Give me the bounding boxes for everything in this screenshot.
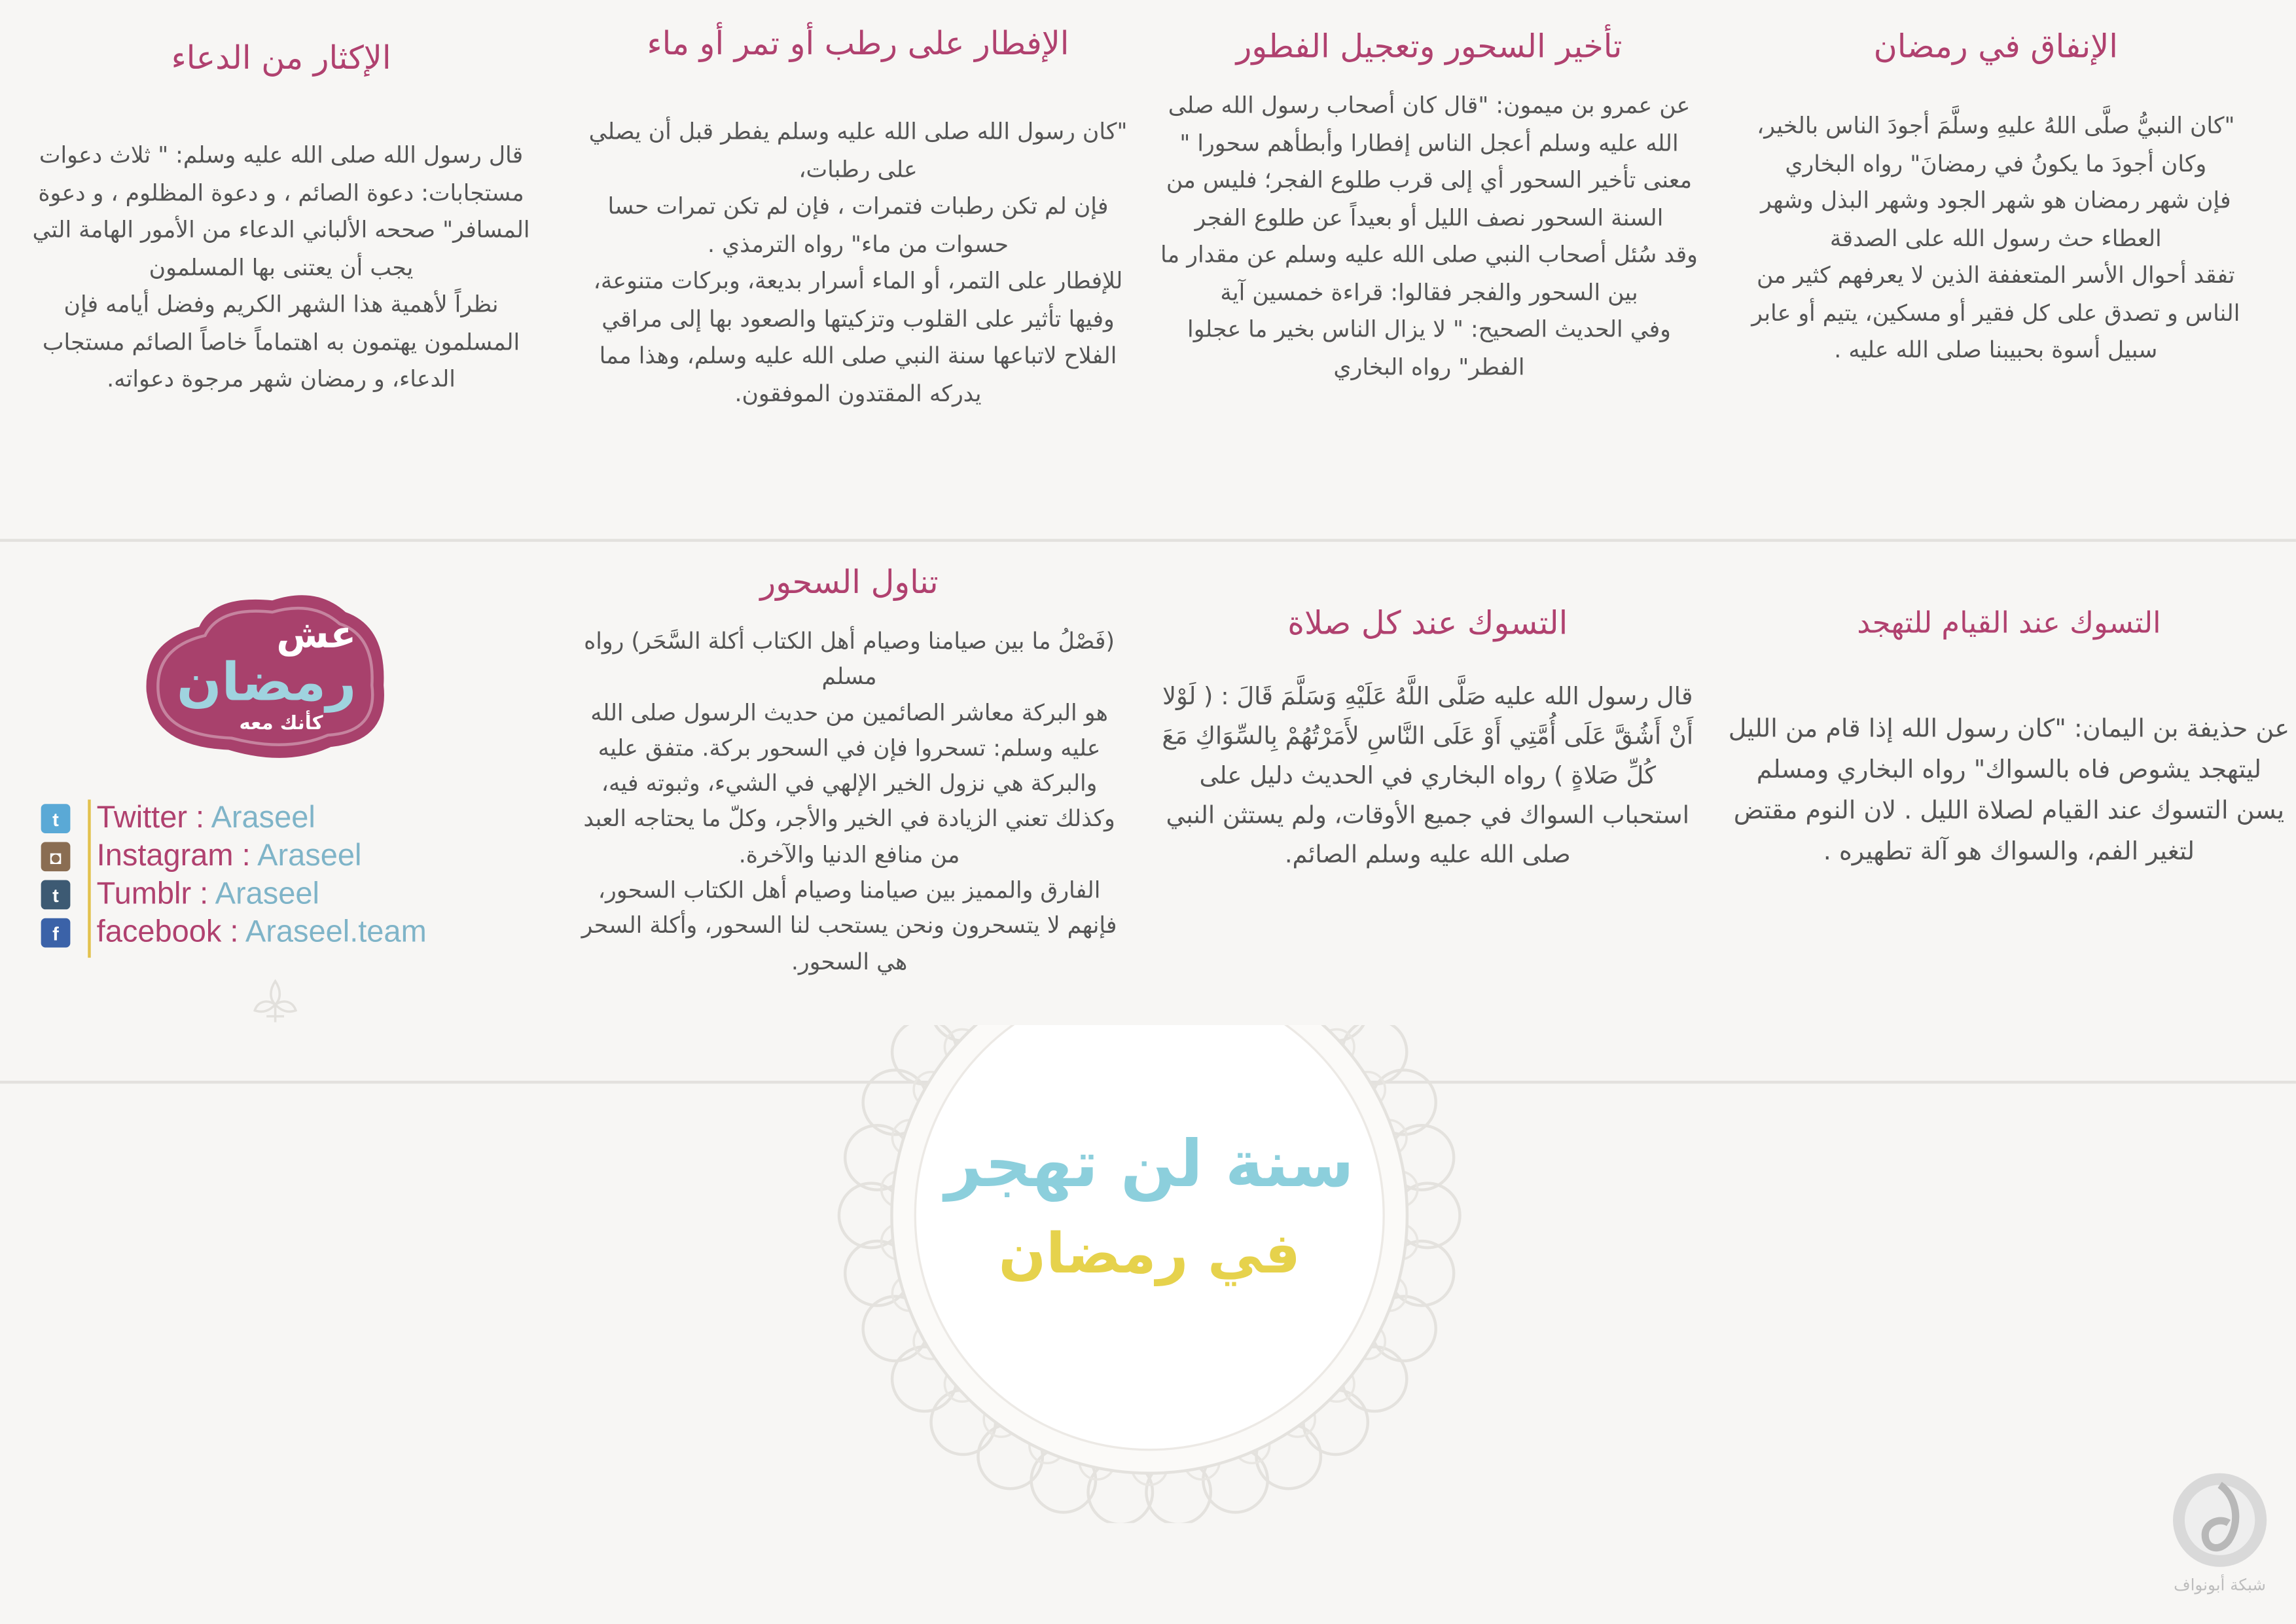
logo-line1: عش <box>276 611 357 657</box>
social-label <box>97 915 427 950</box>
social-label <box>97 801 315 837</box>
section-paragraph: وقد سُئل أصحاب النبي صلى الله عليه وسلم عن مقدار ما بين السحور والفجر فقالوا: قراءة خمسين آية <box>1160 242 1698 306</box>
section-paragraph: عن عمرو بن ميمون: "قال كان أصحاب رسول الله صلى الله عليه وسلم أعجل الناس إفطارا وأبطأهم سحورا " <box>1168 92 1691 156</box>
divider <box>0 539 2296 541</box>
section-paragraph: فإن شهر رمضان هو شهر الجود وشهر البذل وشهر العطاء حث رسول الله على الصدقة <box>1760 187 2231 251</box>
social-network-name: facebook : <box>96 915 245 949</box>
section-paragraph: وفي الحديث الصحيح: " لا يزال الناس بخير ما عجلوا الفطر" رواه البخاري <box>1187 316 1671 380</box>
main-subtitle: في رمضان <box>998 1221 1300 1286</box>
instagram-icon: ◘ <box>41 842 71 871</box>
section-title: التسوك عند كل صلاة <box>1287 606 1568 643</box>
section-paragraph: "كان النبيُّ صلَّى اللهُ عليهِ وسلَّمَ أجودَ الناس بالخير، وكان أجودَ ما يكونُ في رمضانَ" رواه البخاري <box>1757 113 2235 177</box>
social-label <box>97 839 362 875</box>
section-paragraph: (فَصْلُ ما بين صيامنا وصيام أهل الكتاب أكلة السَّحَر) رواه مسلم <box>584 628 1115 691</box>
social-handle[interactable]: Araseel <box>257 839 362 873</box>
social-network-name: Instagram : <box>96 839 258 873</box>
social-row[interactable] <box>41 838 362 876</box>
section-paragraph: هو البركة معاشر الصائمين من حديث الرسول صلى الله عليه وسلم: تسحروا فإن في السحور بركة. متفق عليه <box>590 699 1108 762</box>
social-label <box>97 877 319 912</box>
section-title: الإنفاق في رمضان <box>1873 29 2118 66</box>
social-row[interactable] <box>41 800 315 838</box>
tumblr-icon: t <box>41 880 71 910</box>
section-siwak-prayer <box>1157 604 1698 875</box>
section-title: تناول السحور <box>760 565 939 602</box>
section-paragraph: نظراً لأهمية هذا الشهر الكريم وفضل أيامه فإن المسلمون يهتمون به اهتماماً خاصاً الصائم مستجاب الدعاء، و رمضان شهر مرجوة دعواته. <box>42 291 520 393</box>
section-paragraph: عن حذيفة بن اليمان: "كان رسول الله إذا قام من الليل ليتهجد يشوص فاه بالسواك" رواه البخاري ومسلم <box>1728 714 2290 785</box>
section-spending <box>1740 26 2252 370</box>
social-row[interactable] <box>41 876 319 914</box>
section-paragraph: فإن لم تكن رطبات فتمرات ، فإن لم تكن تمرات حسا حسوات من ماء" رواه الترمذي . <box>607 193 1109 257</box>
section-siwak-tahajjud <box>1728 600 2290 873</box>
logo-line3: كأنك معه <box>239 712 323 734</box>
social-handle[interactable]: Araseel <box>211 801 315 835</box>
section-title: الإكثار من الدعاء <box>171 41 391 78</box>
fleur-ornament-icon <box>249 975 302 1028</box>
section-suhoor <box>574 562 1124 980</box>
social-handle[interactable]: Araseel <box>215 877 319 911</box>
main-title: سنة لن تهجر <box>944 1127 1354 1202</box>
social-network-name: Tumblr : <box>96 877 215 911</box>
section-iftar-dates <box>577 24 1139 413</box>
facebook-icon: f <box>41 918 71 948</box>
section-title: تأخير السحور وتعجيل الفطور <box>1236 29 1623 66</box>
twitter-icon: t <box>41 804 71 833</box>
ramadan-logo <box>141 583 393 773</box>
section-paragraph: معنى تأخير السحور أي إلى قرب طلوع الفجر؛ فليس من السنة السحور نصف الليل أو بعيداً عن طلوع الفجر <box>1166 167 1693 231</box>
social-handle[interactable]: Araseel.team <box>245 915 427 949</box>
section-paragraph: يسن التسوك عند القيام لصلاة الليل . لان النوم مقتض لتغير الفم، والسواك هو آلة تطهيره . <box>1733 797 2285 867</box>
social-links <box>41 800 495 958</box>
section-dua <box>24 38 539 399</box>
section-paragraph: للإفطار على التمر، أو الماء أسرار بديعة، وبركات متنوعة، وفيها تأثير على القلوب وتزكيتها والصعود بها إلى مراقي الفلاح لاتباعها سنة النبي صلى الله عليه وسلم، وهذا مما يدركه المقتدون الموفقون. <box>593 268 1123 406</box>
section-paragraph: قال رسول الله عليه صَلَّى اللَّهُ عَلَيْهِ وَسَلَّمَ قَالَ : ( لَوْلا أَنْ أَشُقَّ عَلَى أُمَّتِي أَوْ عَلَى النَّاسِ لأَمَرْتُهُمْ بِالسِّوَاكِ مَعَ كُلِّ صَلاةٍ ) رواه البخاري في الحديث دليل على استحباب السواك في جميع الأوقات، ولم يستثن النبي صلى الله عليه وسلم الصائم. <box>1162 682 1694 869</box>
social-row[interactable] <box>41 914 427 952</box>
section-title: التسوك عند القيام للتهجد <box>1857 604 2161 640</box>
section-suhoor-iftar-timing <box>1154 26 1704 386</box>
section-paragraph: تفقد أحوال الأسر المتعففة الذين لا يعرفهم كثير من الناس و تصدق على كل فقير أو مسكين، يتيم أو عابر سبيل أسوة بحبيبنا صلى الله عليه . <box>1751 262 2240 363</box>
section-paragraph: قال رسول الله صلى الله عليه وسلم: " ثلاث دعوات مستجابات: دعوة الصائم ، و دعوة المظلوم ، و دعوة المسافر" صححه الألباني الدعاء من الأمور الهامة التي يجب أن يعتنى بها المسلمون <box>32 142 530 281</box>
section-paragraph: والبركة هي نزول الخير الإلهي في الشيء، وثبوته فيه، وكذلك تعني الزيادة في الخير والأجر، وكلّ ما يحتاجه العبد من منافع الدنيا والآخرة. <box>583 770 1115 869</box>
section-paragraph: الفارق والمميز بين صيامنا وصيام أهل الكتاب السحور، فإنهم لا يتسحرون ونحن يستحب لنا السحور، وأكلة السحر هي السحور. <box>581 877 1117 975</box>
watermark-text: شبكة أبونواف <box>2174 1576 2267 1595</box>
social-network-name: Twitter : <box>96 801 211 835</box>
section-paragraph: "كان رسول الله صلى الله عليه وسلم يفطر قبل أن يصلي على رطبات، <box>588 118 1128 183</box>
logo-line2: رمضان <box>176 651 357 713</box>
section-title: الإفطار على رطب أو تمر أو ماء <box>647 26 1069 63</box>
